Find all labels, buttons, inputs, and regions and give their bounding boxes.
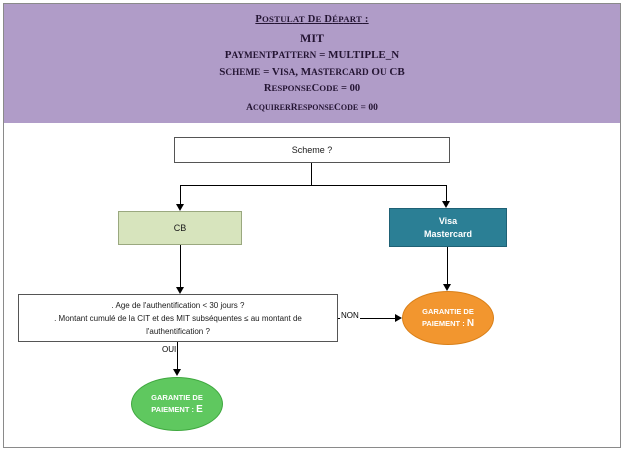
arrowhead-to-cb: [176, 204, 184, 211]
header-scheme: SCHEME = VISA, MASTERCARD OU CB: [219, 66, 405, 78]
arrowhead-to-visa: [442, 201, 450, 208]
node-visa-mastercard[interactable]: [389, 208, 507, 247]
garantie-e-line2: [151, 404, 203, 416]
connector-visa-to-garantie-n: [447, 247, 448, 284]
connector-cb-to-condition: [180, 245, 181, 287]
garantie-n-line1: GARANTIE DE: [422, 307, 474, 316]
connector-scheme-to-cb: [180, 185, 181, 204]
header-payment-pattern: PAYMENTPATTERN = MULTIPLE_N: [224, 49, 400, 61]
garantie-e-line1: GARANTIE DE: [151, 393, 203, 402]
arrowhead-non: [395, 314, 402, 322]
node-cb[interactable]: [118, 211, 242, 245]
node-condition-line3: l'authentification ?: [146, 326, 210, 336]
garantie-n-line2-text: PAIEMENT :: [421, 319, 465, 328]
connector-scheme-to-visa: [446, 185, 447, 201]
garantie-n-line2: [422, 318, 474, 330]
node-garantie-paiement-n[interactable]: [402, 291, 494, 345]
edge-label-oui: OUI: [162, 345, 177, 354]
node-garantie-paiement-e[interactable]: [131, 377, 223, 431]
node-scheme[interactable]: [174, 137, 450, 163]
connector-scheme-split: [180, 185, 446, 186]
garantie-n-value: N: [466, 318, 475, 329]
header-subject: MIT: [300, 31, 324, 45]
node-condition-line2: . Montant cumulé de la CIT et des MIT subséquentes ≤ au montant de: [54, 313, 302, 323]
flowchart-canvas: [4, 123, 620, 447]
header-title-text: POSTULAT DE DÉPART :: [255, 14, 369, 25]
connector-scheme-stem: [311, 163, 312, 185]
header-response-code: RESPONSECODE = 00: [263, 83, 361, 94]
node-condition-line1: . Age de l'authentification < 30 jours ?: [111, 300, 245, 310]
arrowhead-visa-to-garantie-n: [443, 284, 451, 291]
node-scheme-label: Scheme ?: [291, 145, 333, 155]
node-condition[interactable]: [18, 294, 338, 342]
node-visa-label-line1: Visa: [438, 215, 458, 226]
arrowhead-to-condition: [176, 287, 184, 294]
arrowhead-oui: [173, 369, 181, 376]
header-acquirer-response-code: ACQUIRERRESPONSECODE = 00: [246, 103, 378, 113]
node-cb-label: CB: [173, 223, 187, 233]
header-banner: [4, 4, 620, 123]
edge-label-non: NON: [341, 311, 359, 320]
header-title: [4, 14, 620, 25]
node-visa-label-line2: Mastercard: [423, 228, 473, 239]
garantie-e-line2-text: PAIEMENT :: [151, 405, 194, 414]
garantie-e-value: E: [196, 404, 203, 415]
